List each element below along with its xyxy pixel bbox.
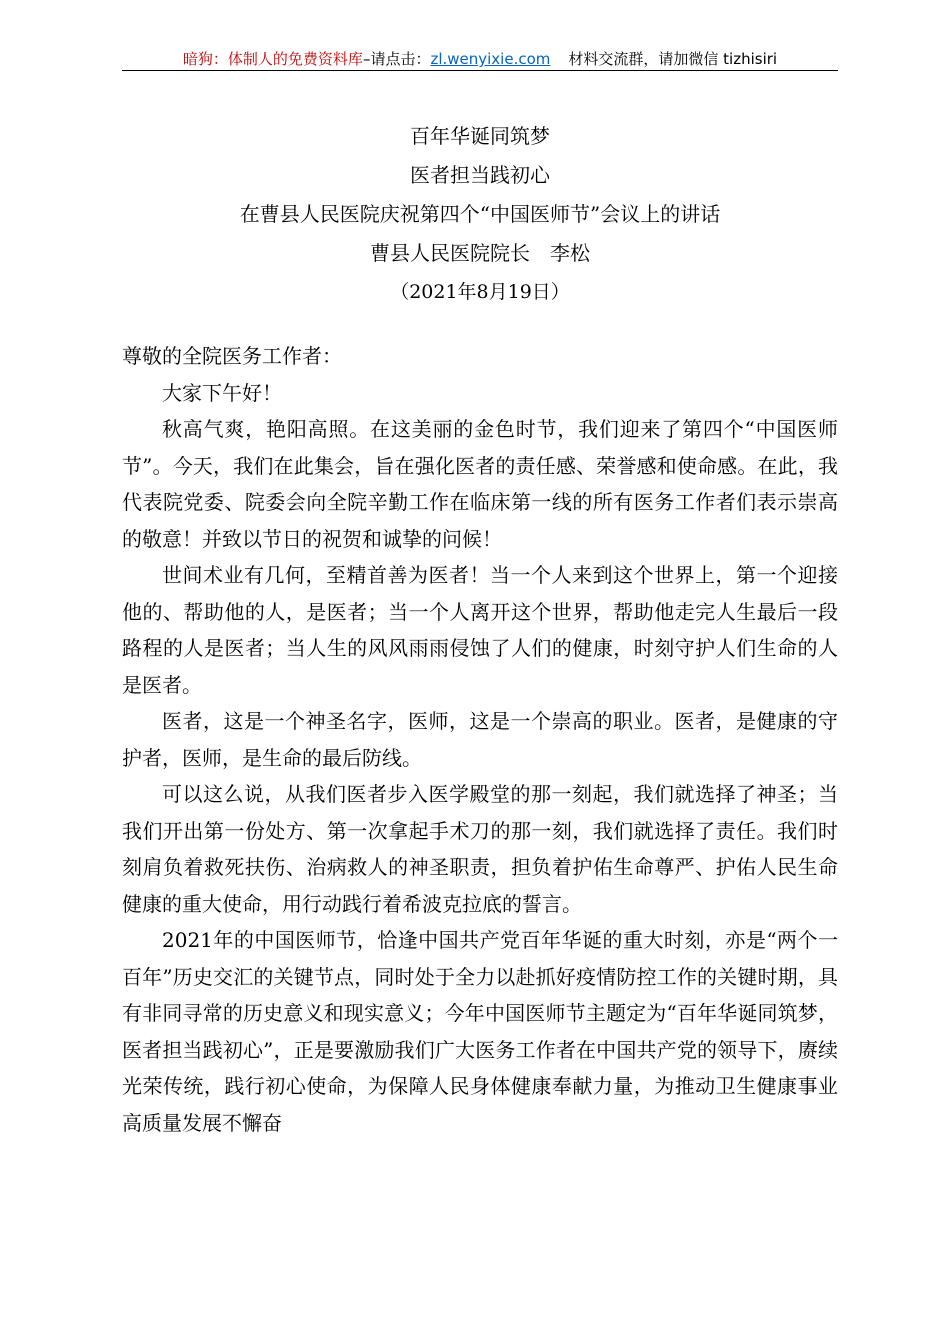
paragraph: 秋高气爽，艳阳高照。在这美丽的金色时节，我们迎来了第四个“中国医师节”。今天，我们在此集会，旨在强化医者的责任感、荣誉感和使命感。在此，我代表院党委、院委会向全院辛勤工作在临床第一线的所有医务工作者们表示崇高的敬意！并致以节日的祝贺和诚挚的问候！	[122, 417, 838, 551]
title-line-2: 医者担当践初心	[410, 163, 550, 187]
speech-occasion: 在曹县人民医院庆祝第四个“中国医师节”会议上的讲话	[239, 202, 721, 226]
salutation: 尊敬的全院医务工作者：	[122, 344, 342, 368]
paragraph: 可以这么说，从我们医者步入医学殿堂的那一刻起，我们就选择了神圣；当我们开出第一份处方、第一次拿起手术刀的那一刻，我们就选择了责任。我们时刻肩负着救死扶伤、治病救人的神圣职责，担负着护佑生命尊严、护佑人民生命健康的重大使命，用行动践行着希波克拉底的誓言。	[122, 782, 838, 916]
paragraph-greeting: 大家下午好！	[162, 380, 282, 405]
header-brand: 暗狗：体制人的免费资料库	[182, 50, 363, 68]
header-divider	[122, 70, 838, 71]
paragraph: 世间术业有几何，至精首善为医者！当一个人来到这个世界上，第一个迎接他的、帮助他的人，是医者；当一个人离开这个世界，帮助他走完人生最后一段路程的人是医者；当人生的风风雨雨侵蚀了人们的健康，时刻守护人们生命的人是医者。	[122, 563, 838, 697]
title-block	[122, 117, 838, 312]
page-header	[122, 46, 838, 72]
speaker-line: 曹县人民医院院长 李松	[370, 241, 590, 265]
header-link[interactable]: zl.wenyixie.com	[430, 50, 551, 68]
speech-body	[122, 338, 838, 1141]
paragraph: 医者，这是一个神圣名字，医师，这是一个崇高的职业。医者，是健康的守护者，医师，是生命的最后防线。	[122, 709, 838, 770]
paragraph: 2021年的中国医师节，恰逢中国共产党百年华诞的重大时刻，亦是“两个一百年”历史交汇的关键节点，同时处于全力以赴抓好疫情防控工作的关键时期，具有非同寻常的历史意义和现实意义；今年中国医师节主题定为“百年华诞同筑梦，医者担当践初心”，正是要激励我们广大医务工作者在中国共产党的领导下，赓续光荣传统，践行初心使命，为保障人民身体健康奉献力量，为推动卫生健康事业高质量发展不懈奋	[122, 928, 838, 1135]
header-group-note: 材料交流群，请加微信 tizhisiri	[568, 50, 778, 68]
title-line-1: 百年华诞同筑梦	[410, 124, 550, 148]
speech-date: （2021年8月19日）	[390, 281, 570, 303]
header-click-prompt: –请点击：	[362, 50, 431, 68]
